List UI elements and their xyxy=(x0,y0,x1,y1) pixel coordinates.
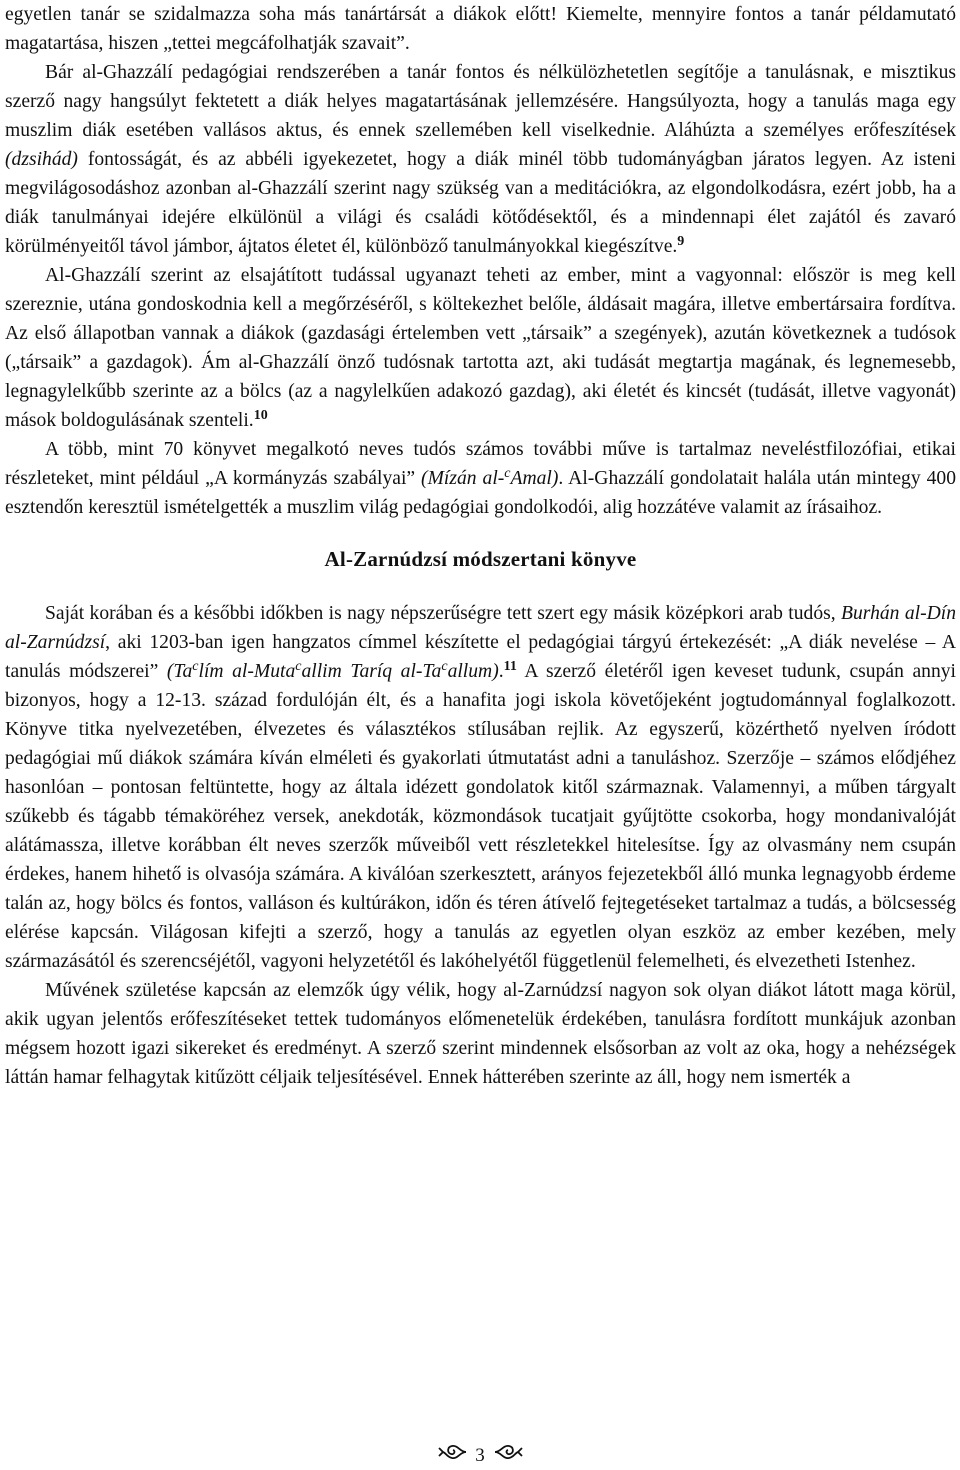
paragraph xyxy=(5,435,956,522)
text-run: A szerző életéről igen keveset tudunk, csupán annyi bizonyos, hogy a 12-13. század fordulóján élt, és a hanafita jogi iskola követőjeként jogtudománnyal foglalkozott. Könyve titka nyelvezetében, élvezetes és választékos stílusában rejlik. Az egyszerű, közérthető nyelven íródott pedagógiai mű diákok számára kíván elméleti és gyakorlati útmutatást adni a tanuláshoz. Szerzője – számos elődjéhez hasonlóan – pontosan feltüntette, hogy az általa idézett gondolatok kitől származnak. Valamennyi, a műben tárgyalt szűkebb és tágabb témaköréhez versek, anekdoták, közmondások tucatjait gyűjtötte csokorba, hogy mondanivalóját alátámassza, illetve korábban élt neves szerzők műveiből vett részletekkel hitelesítse. Így az olvasmány nem csupán érdekes, hanem hihető is olvasója számára. A kiválóan szerkesztett, arányos fejezetekből álló munka legnagyobb érdeme talán az, hogy bölcs és fontos, valláson és kultúrákon, időn és téren átívelő fejtegetéseket tartalmaz a tudás, a bölcsesség elérése kapcsán. Világosan kifejti a szerző, hogy a tanulás az egyetlen olyan eszköz az ember kezében, mely származásától és szerencséjétől, vagyoni helyzetétől és lakóhelyétől függetlenül felemelheti, és elvezetheti Istenhez. xyxy=(5,661,956,972)
text-run: Bár al-Ghazzálí pedagógiai rendszerében a tanár fontos és nélkülözhetetlen segítője a tanulásnak, e misztikus szerző nagy hangsúlyt fektetett a diák helyes magatartásának jellemzésére. Hangsúlyozta, hogy a tanulás maga egy muszlim diák esetében vallásos aktus, és ennek szellemében kell viselkednie. Aláhúzta a személyes erőfeszítések xyxy=(5,62,956,141)
text-run: . Al-Ghazzálí gondolatait halála után mintegy 400 esztendőn keresztül ismételgették a muszlim világ pedagógiai gondolkodói, alig hozzátéve valamit az írásaihoz. xyxy=(5,468,956,518)
footnote-reference: 10 xyxy=(253,408,268,423)
scroll-ornament-left-icon xyxy=(438,1442,468,1469)
italic-text: (Ta xyxy=(166,661,193,682)
italic-text: lím al-Muta xyxy=(198,661,296,682)
text-block-al-ghazzali xyxy=(5,0,956,522)
section-heading: Al-Zarnúdzsí módszertani könyve xyxy=(324,547,637,571)
page-number: 3 xyxy=(475,1444,485,1466)
italic-text: allum) xyxy=(447,661,499,682)
text-run: , aki 1203-ban igen hangzatos címmel készítette el pedagógiai tárgyú értekezését: „A diák nevelése – A tanulás módszerei” xyxy=(5,632,956,682)
footnote-reference: 11 xyxy=(503,659,517,674)
transliteration-ayn-mark: c xyxy=(504,466,511,481)
paragraph xyxy=(5,58,956,261)
text-run: . xyxy=(498,661,504,682)
page-footer xyxy=(0,1442,960,1469)
text-run: Művének születése kapcsán az elemzők úgy vélik, hogy al-Zarnúdzsí nagyon sok olyan diákot látott maga körül, akik ugyan jelentős erőfeszítéseket tettek tudományos előmenetelük érdekében, tanulásra fordított munkájuk azonban mégsem hozott igazi sikereket és eredményt. A szerző szerint mindennek elsősorban az volt az oka, hogy a nehézségek láttán hamar felhagytak kitűzött céljaik teljesítésével. Ennek hátterében szerinte az áll, hogy nem ismerték a xyxy=(5,980,956,1088)
text-run: Al-Ghazzálí szerint az elsajátított tudással ugyanazt teheti az ember, mint a vagyonnal: először is meg kell szereznie, utána gondoskodnia kell a megőrzéséről, s költekezhet belőle, áldásait magára, illetve embertársaira fordítva. Az első állapotban vannak a diákok (gazdasági értelemben vett „társaik” a szegények), azután következnek a tudósok („társaik” a gazdagok). Ám al-Ghazzálí önző tudósnak tartotta azt, aki tudását megtartja magának, és legnemesebb, legnagylelkűbb szerinte az a bölcs (az a nagylelkűen adakozó gazdag), aki életét és kincsét (tudását, illetve vagyonát) mások boldogulásának szenteli. xyxy=(5,265,956,431)
text-run: fontosságát, és az abbéli igyekezetet, hogy a diák minél több tudományágban járatos legyen. Az isteni megvilágosodáshoz azonban al-Ghazzálí szerint nagy szükség van a meditációkra, az elgondolkodásra, ezért jobb, ha a diák tanulmányai idejére elkülönül a világi és családi kötődésektől, és a mindennapi élet zajától és zavaró körülményeitől távol jámbor, ájtatos életet él, különböző tanulmányokkal kiegészítve. xyxy=(5,149,956,257)
italic-text: (dzsihád) xyxy=(5,149,78,170)
italic-text: Amal) xyxy=(510,468,559,489)
text-block-al-zarnudzsi xyxy=(5,599,956,1092)
transliteration-ayn-mark: c xyxy=(192,659,199,674)
paragraph xyxy=(5,0,956,58)
text-run: Saját korában és a későbbi időkben is nagy népszerűségre tett szert egy másik középkori arab tudós, xyxy=(45,603,842,624)
transliteration-ayn-mark: c xyxy=(295,659,302,674)
footnote-reference: 9 xyxy=(677,234,685,249)
italic-text: Burhán al-Dín al-Zarnúdzsí xyxy=(5,603,956,653)
scroll-ornament-right-icon xyxy=(493,1442,523,1469)
text-run: egyetlen tanár se szidalmazza soha más tanártársát a diákok előtt! Kiemelte, mennyire fontos a tanár példamutató magatartása, hiszen „tettei megcáfolhatják szavait”. xyxy=(5,4,956,54)
paragraph xyxy=(5,599,956,976)
italic-text: allim Taríq al-Ta xyxy=(301,661,442,682)
paragraph xyxy=(5,261,956,435)
text-run: A több, mint 70 könyvet megalkotó neves tudós számos további műve is tartalmaz neveléstfilozófiai, etikai részleteket, mint például „A kormányzás szabályai” xyxy=(5,439,956,489)
italic-text: (Mízán al- xyxy=(421,468,505,489)
paragraph xyxy=(5,976,956,1092)
transliteration-ayn-mark: c xyxy=(441,659,448,674)
